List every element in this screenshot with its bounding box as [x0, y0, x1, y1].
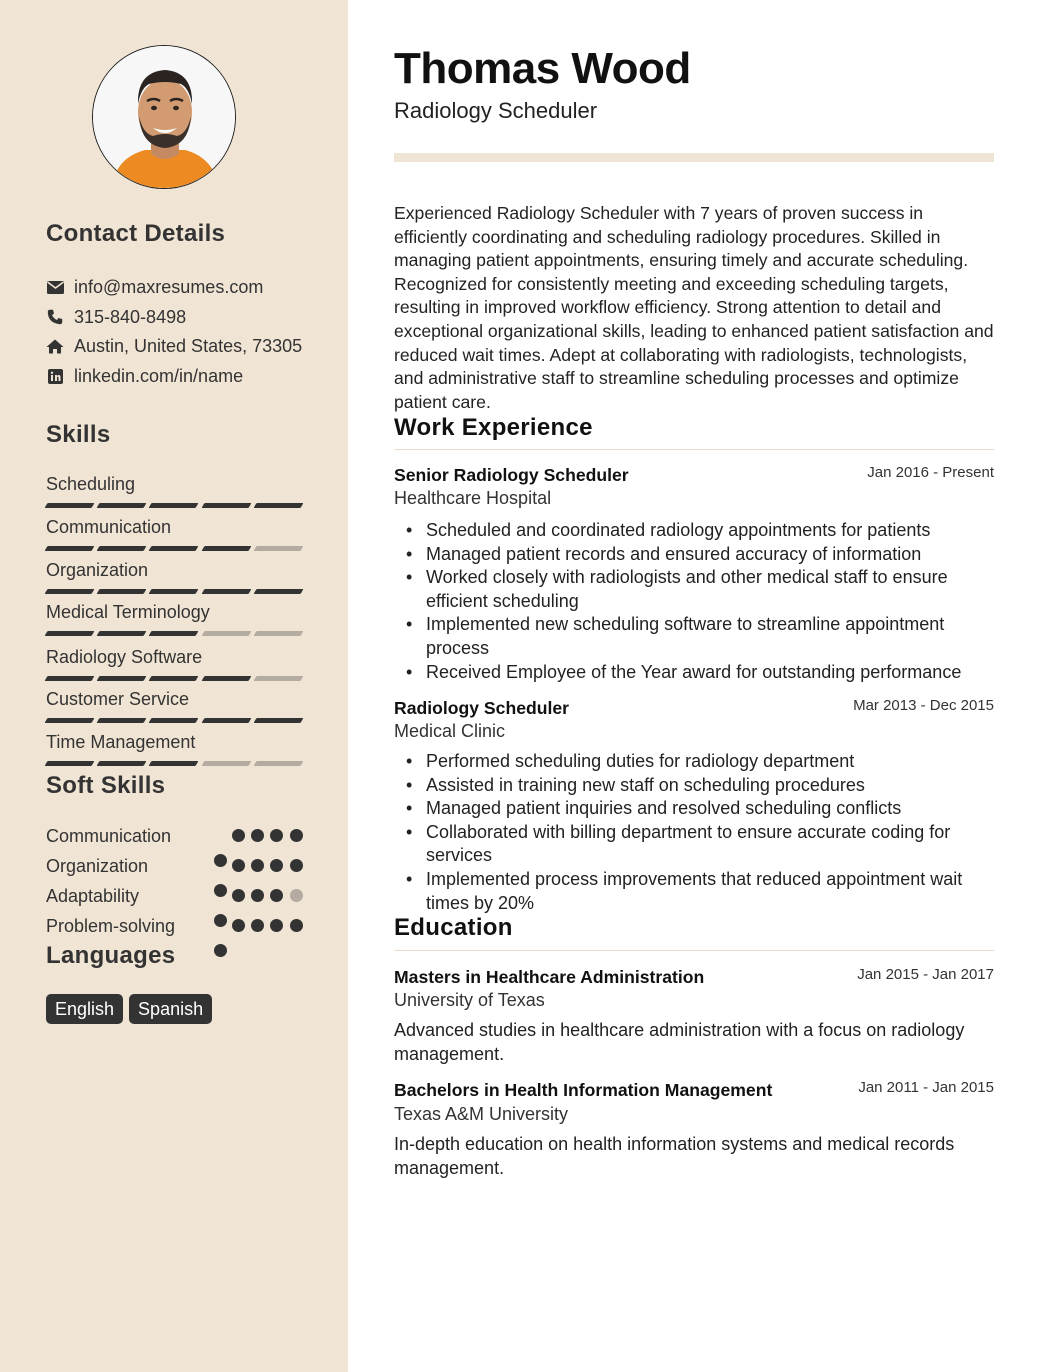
skill-segment-filled [149, 761, 199, 766]
degree-description: Advanced studies in healthcare administration with a focus on radiology management. [394, 1020, 965, 1064]
list-item: • Scheduled and coordinated radiology appointments for patients [394, 519, 984, 543]
skill-segment-filled [97, 718, 147, 723]
skill-segment-empty [201, 761, 251, 766]
skill-level-bar [46, 676, 302, 681]
job-title: Radiology Scheduler [394, 698, 569, 718]
skill-segment-filled [45, 589, 95, 594]
skill-segment-filled [45, 676, 95, 681]
skill-label: Organization [46, 560, 149, 580]
soft-dot-filled [290, 859, 303, 872]
accent-divider [394, 153, 994, 162]
skill-segment-filled [149, 676, 199, 681]
list-item: • Implemented new scheduling software to streamline appointment process [394, 613, 984, 660]
skill-segment-filled [45, 718, 95, 723]
soft-dot-filled [232, 919, 245, 932]
main-content [348, 0, 1040, 1372]
skill-segment-filled [253, 718, 303, 723]
job-dates: Mar 2013 - Dec 2015 [853, 697, 994, 714]
skill-level-bar [46, 761, 302, 766]
list-item: • Worked closely with radiologists and other medical staff to ensure efficient scheduling [394, 566, 984, 613]
skill-segment-filled [149, 546, 199, 551]
job-title: Senior Radiology Scheduler [394, 465, 629, 485]
skill-item [46, 731, 302, 766]
language-chip: Spanish [129, 994, 212, 1024]
contact-address [46, 334, 302, 358]
skill-segment-filled [97, 676, 147, 681]
soft-skill-item [46, 885, 296, 907]
soft-dot-filled [270, 919, 283, 932]
soft-skills-heading: Soft Skills [46, 772, 166, 799]
list-item: • Received Employee of the Year award for outstanding performance [394, 661, 984, 685]
skill-segment-filled [253, 589, 303, 594]
soft-dot-filled [270, 829, 283, 842]
profile-summary: Experienced Radiology Scheduler with 7 years of proven success in efficiently coordinating and scheduling radiology procedures. Skilled in managing patient appointments, ensuring timely and accurate scheduling. Recognized for consistently meeting and exceeding scheduling targets, resulting in improved workflow efficiency. Strong attention to detail and exceptional organizational skills, leading to enhanced patient satisfaction and reduced wait times. Adept at collaborating with radiologists, technologists, and administrative staff to streamline scheduling processes and optimize patient care. [394, 203, 994, 412]
skills-heading: Skills [46, 421, 111, 448]
section-divider [394, 449, 994, 450]
skill-item [46, 601, 302, 636]
candidate-name: Thomas Wood [394, 44, 691, 93]
skill-segment-filled [201, 589, 251, 594]
soft-dot-empty [290, 889, 303, 902]
contact-phone[interactable] [46, 305, 186, 329]
skill-item [46, 559, 302, 594]
soft-skill-dots [214, 859, 304, 873]
skill-segment-filled [97, 589, 147, 594]
skill-segment-empty [253, 676, 303, 681]
soft-skill-dots [214, 919, 304, 933]
soft-dot-filled [251, 829, 264, 842]
contact-email-text: info@maxresumes.com [74, 276, 264, 297]
list-item: • Implemented process improvements that reduced appointment wait times by 20% [394, 868, 984, 915]
degree-dates: Jan 2015 - Jan 2017 [857, 966, 994, 983]
skill-label: Medical Terminology [46, 602, 210, 622]
skill-level-bar [46, 589, 302, 594]
soft-dot-filled [251, 919, 264, 932]
list-item: • Assisted in training new staff on scheduling procedures [394, 774, 984, 798]
languages-list [46, 994, 212, 1024]
skill-segment-filled [97, 631, 147, 636]
soft-skill-item [46, 825, 296, 847]
skill-segment-filled [45, 761, 95, 766]
soft-dot-filled [270, 889, 283, 902]
soft-dot-filled [251, 859, 264, 872]
job-organization: Healthcare Hospital [394, 488, 552, 508]
education-heading: Education [394, 914, 513, 941]
skill-segment-filled [201, 676, 251, 681]
skill-segment-filled [149, 718, 199, 723]
skill-label: Customer Service [46, 689, 190, 709]
skill-segment-empty [253, 546, 303, 551]
soft-dot-filled [251, 889, 264, 902]
skill-segment-filled [149, 631, 199, 636]
soft-skill-item [46, 855, 296, 877]
skill-item [46, 473, 302, 508]
degree-description: In-depth education on health information systems and medical records management. [394, 1134, 955, 1178]
degree-title: Masters in Healthcare Administration [394, 967, 705, 987]
contact-email[interactable] [46, 275, 263, 299]
skill-segment-empty [201, 631, 251, 636]
soft-dot-filled [232, 829, 245, 842]
school-name: University of Texas [394, 990, 545, 1010]
skill-segment-filled [149, 503, 199, 508]
skill-item [46, 688, 302, 723]
phone-icon [46, 308, 64, 326]
skill-level-bar [46, 631, 302, 636]
envelope-icon [46, 278, 64, 296]
job-dates: Jan 2016 - Present [867, 464, 994, 481]
skill-segment-filled [201, 503, 251, 508]
soft-skill-item [46, 915, 296, 937]
soft-skill-label: Problem-solving [46, 916, 176, 936]
skill-segment-filled [97, 546, 147, 551]
soft-dot-filled [232, 889, 245, 902]
soft-skill-dots [214, 829, 304, 843]
candidate-title: Radiology Scheduler [394, 98, 598, 123]
list-item: • Managed patient inquiries and resolved scheduling conflicts [394, 797, 984, 821]
job-bullets [394, 750, 984, 915]
soft-dot-filled [232, 859, 245, 872]
skill-label: Communication [46, 517, 172, 537]
soft-dot-filled [290, 919, 303, 932]
skill-label: Time Management [46, 732, 196, 752]
skill-level-bar [46, 546, 302, 551]
contact-phone-text: 315-840-8498 [74, 306, 187, 327]
work-experience-heading: Work Experience [394, 414, 593, 441]
skill-segment-filled [45, 503, 95, 508]
list-item: • Performed scheduling duties for radiology department [394, 750, 984, 774]
skill-segment-filled [201, 718, 251, 723]
soft-dot-filled [214, 944, 227, 957]
soft-dot-filled [290, 829, 303, 842]
linkedin-icon [46, 367, 64, 385]
skill-label: Radiology Software [46, 647, 203, 667]
skill-segment-filled [149, 589, 199, 594]
soft-skill-label: Communication [46, 826, 172, 846]
job-bullets [394, 519, 984, 684]
skill-segment-filled [45, 546, 95, 551]
sidebar [0, 0, 348, 1372]
contact-heading: Contact Details [46, 220, 226, 247]
home-icon [46, 337, 64, 355]
contact-address-text: Austin, United States, 73305 [74, 335, 303, 356]
list-item: • Managed patient records and ensured accuracy of information [394, 543, 984, 567]
list-item: • Collaborated with billing department to ensure accurate coding for services [394, 821, 984, 868]
soft-skill-label: Adaptability [46, 886, 140, 906]
contact-linkedin-text: linkedin.com/in/name [74, 365, 244, 386]
skill-segment-filled [45, 631, 95, 636]
skill-segment-filled [253, 503, 303, 508]
job-organization: Medical Clinic [394, 721, 506, 741]
skill-segment-filled [97, 503, 147, 508]
degree-title: Bachelors in Health Information Management [394, 1080, 773, 1100]
skill-label: Scheduling [46, 474, 136, 494]
skill-segment-filled [97, 761, 147, 766]
skill-item [46, 646, 302, 681]
contact-linkedin[interactable] [46, 364, 243, 388]
section-divider [394, 950, 994, 951]
soft-dot-filled [270, 859, 283, 872]
skill-item [46, 516, 302, 551]
language-chip: English [46, 994, 123, 1024]
skill-level-bar [46, 503, 302, 508]
skill-segment-empty [253, 761, 303, 766]
soft-skill-label: Organization [46, 856, 149, 876]
avatar-portrait [93, 46, 236, 189]
school-name: Texas A&M University [394, 1104, 569, 1124]
avatar [92, 45, 236, 189]
skill-segment-empty [253, 631, 303, 636]
degree-dates: Jan 2011 - Jan 2015 [858, 1079, 994, 1096]
soft-skill-dots [214, 889, 304, 903]
skill-segment-filled [201, 546, 251, 551]
skill-level-bar [46, 718, 302, 723]
languages-heading: Languages [46, 942, 176, 969]
